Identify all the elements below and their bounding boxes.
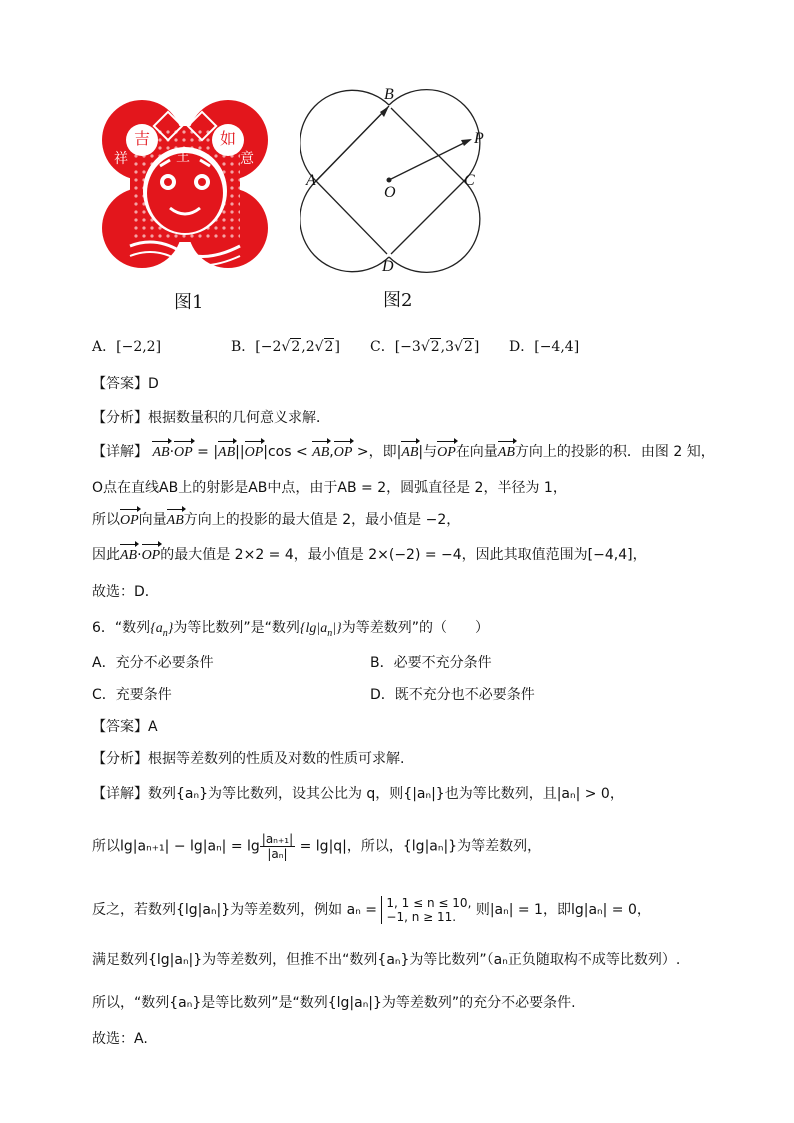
q5-option-c: C．[−3√2,3√2] <box>370 339 480 355</box>
q6-option-a: A．充分不必要条件 <box>92 655 214 671</box>
stamp-char-ji: 吉 <box>134 129 151 148</box>
q5-detail-line-3: 所以OP向量AB方向上的投影的最大值是 2，最小值是 −2， <box>92 510 460 531</box>
stamp-char-ru: 如 <box>220 129 237 148</box>
q6-analysis: 【分析】根据等差数列的性质及对数的性质可求解. <box>92 751 405 767</box>
q6-detail-line-1: 【详解】数列{aₙ}为等比数列，设其公比为 q，则{|aₙ|}也为等比数列，且|aₙ| > 0， <box>92 786 624 802</box>
q6-answer: 【答案】A <box>92 719 158 735</box>
q6-option-d: D．既不充分也不必要条件 <box>370 687 535 703</box>
q5-answer: 【答案】D <box>92 376 159 392</box>
q6-detail-line-6: 故选：A. <box>92 1031 148 1047</box>
q5-option-a: A．[−2,2] <box>92 339 162 355</box>
piecewise-cases: 1, 1 ≤ n ≤ 10, −1, n ≥ 11. <box>381 896 471 924</box>
figure-2-diagram <box>300 82 500 282</box>
q5-detail-line-2: O点在直线AB上的射影是AB中点，由于AB = 2，圆弧直径是 2，半径为 1， <box>92 480 567 496</box>
stamp-char-wang: 王 <box>176 149 190 165</box>
label-A: A <box>306 172 316 189</box>
q6-option-b: B．必要不充分条件 <box>370 655 492 671</box>
figure-1-caption: 图1 <box>174 292 204 313</box>
q6-detail-line-2: 所以lg|aₙ₊₁| − lg|aₙ| = lg $\frac{\text{|aₙ₊₁|}}{\text{|aₙ|}}$ = lg|q|，所以，{lg|aₙ|}为等差数列， <box>92 832 542 861</box>
q6-detail-line-3: 反之，若数列{lg|aₙ|}为等差数列，例如 aₙ = 1, 1 ≤ n ≤ 10, −1, n ≥ 11. 则|aₙ| = 1，即lg|aₙ| = 0， <box>92 896 651 924</box>
label-C: C <box>464 172 475 189</box>
stamp-char-xiang: 祥 <box>114 151 128 167</box>
label-D: D <box>382 258 394 275</box>
q6-detail-line-5: 所以，“数列{aₙ}是等比数列”是“数列{lg|aₙ|}为等差数列”的充分不必要条件. <box>92 995 576 1011</box>
q5-detail-line-4: 因此AB·OP的最大值是 2×2 = 4，最小值是 2×(−2) = −4，因此其取值范围为[−4,4]， <box>92 545 647 566</box>
fraction: $\frac{\text{|aₙ₊₁|}}{\text{|aₙ|}}$ <box>261 832 294 861</box>
q6-detail-line-4: 满足数列{lg|aₙ|}为等差数列，但推不出“数列{aₙ}为等比数列”（aₙ正负随取构不成等比数列）. <box>92 952 681 968</box>
label-O: O <box>384 184 396 201</box>
q5-option-d: D．[−4,4] <box>509 339 580 355</box>
label-P: P <box>474 130 484 147</box>
figure-1-papercut <box>100 96 270 272</box>
q5-analysis: 【分析】根据数量积的几何意义求解． <box>92 410 330 426</box>
q5-detail-line-1: 【详解】 AB·OP = |AB||OP|cos < AB,OP >，即|AB|与OP在向量AB方向上的投影的积．由图 2 知， <box>92 442 715 463</box>
q5-detail-line-5: 故选：D． <box>92 584 159 600</box>
q5-option-b: B．[−2√2,2√2] <box>231 339 340 355</box>
label-B: B <box>384 86 394 103</box>
stamp-char-yi: 意 <box>240 151 254 167</box>
q6-option-c: C．充要条件 <box>92 687 172 703</box>
q6-stem: 6．“数列$\{a_n\}$为等比数列”是“数列$\{\lg|a_n|\}$为等差数列”的（ ） <box>92 620 489 639</box>
figure-2-caption: 图2 <box>383 290 413 311</box>
papercut-image <box>100 96 270 272</box>
